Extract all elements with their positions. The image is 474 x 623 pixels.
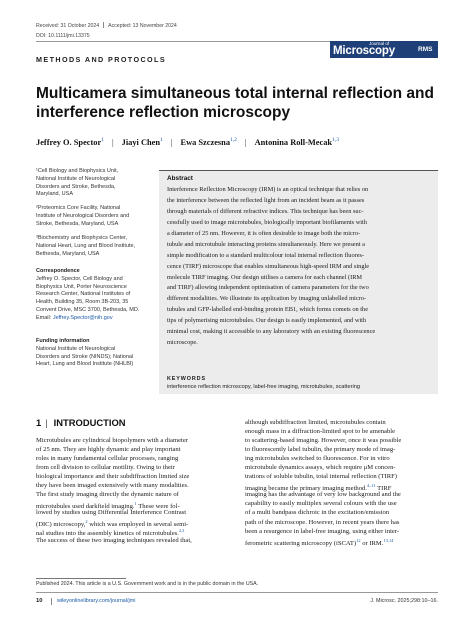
author-separator: | — [111, 137, 114, 147]
page-number: 10 — [36, 598, 43, 604]
body-text: which was employed in several semi- — [87, 521, 189, 529]
journal-logo-name: Microscopy — [333, 45, 395, 57]
body-text-line — [245, 499, 445, 508]
footnote-divider — [36, 578, 126, 579]
citation-ref[interactable]: 12 — [356, 537, 361, 543]
body-text: path of the microscope. However, in recent years there has — [245, 518, 400, 526]
affiliation-1 — [36, 168, 154, 199]
abstract-line: tubules and GFP-labelled end-binding protein EB1, which forms comets on the — [167, 306, 369, 314]
body-text: The success of these two imaging techniques revealed that, — [36, 536, 192, 544]
email-link[interactable]: Jeffrey.Spector@nih.gov — [52, 314, 113, 321]
body-text-line — [36, 481, 236, 490]
citation-ref[interactable]: 2,3 — [178, 528, 185, 534]
affiliation-line: Institute of Neurological Disorders and — [36, 212, 130, 219]
keywords-heading: KEYWORDS — [167, 376, 206, 382]
body-text-line — [245, 463, 445, 472]
body-text-line — [245, 518, 445, 527]
citation-ref[interactable]: 1 — [134, 501, 137, 507]
funding-line: Disorders and Stroke (NINDS); National — [36, 353, 134, 360]
body-text-line — [36, 436, 236, 445]
citation-ref[interactable]: 2 — [85, 519, 88, 525]
author-affiliation-ref[interactable]: 1 — [101, 137, 104, 143]
received-date: Received: 31 October 2024 — [36, 23, 100, 29]
funding-line: National Institute of Neurological — [36, 345, 116, 352]
abstract-line: Interference Reflection Microscopy (IRM) is an optical technique that relies on — [167, 186, 369, 193]
body-text-line — [36, 463, 236, 472]
body-text: ferometric scattering microscopy (iSCAT) — [245, 539, 357, 547]
body-text-line — [245, 445, 445, 454]
body-text: microtubules used darkfield imaging. — [36, 503, 135, 511]
article-type: METHODS AND PROTOCOLS — [36, 55, 167, 64]
section-number: 1 — [36, 417, 42, 428]
funding-line: Heart, Lung and Blood Institute (NHLBI) — [36, 361, 134, 368]
correspondence-block — [36, 268, 154, 323]
affiliation-3 — [36, 235, 154, 258]
abstract-text — [167, 185, 432, 349]
body-text: capability to easily multiplex several colours with the use — [245, 500, 397, 508]
correspondence-line: Research Center, National Institutes of — [36, 291, 131, 298]
body-text: Microtubules are cylindrical biopolymers with a diameter — [36, 437, 188, 444]
rms-logo: RMS — [418, 46, 433, 53]
abstract-line: cessfully used to image microtubules, biologically important biofilaments with — [167, 218, 367, 226]
journal-citation: J. Microsc. 2025;298:10–16. — [370, 598, 438, 604]
affiliation-line: ³Biochemistry and Biophysics Center, — [36, 235, 128, 241]
abstract-line: cence (TIRF) microscope that enables simultaneous high-speed IRM and single — [167, 262, 370, 270]
email-label: Email: — [36, 314, 53, 321]
body-text-line — [36, 490, 236, 499]
affiliation-line: Disorders and Stroke, Bethesda, — [36, 183, 116, 190]
body-text: or IRM. — [360, 539, 384, 547]
body-text-line — [245, 436, 445, 445]
public-domain-note: Published 2024. This article is a U.S. Government work and is in the public domain in the USA. — [36, 581, 259, 587]
abstract-line: simple modification to a standard multicolour total internal reflection fluores- — [167, 251, 365, 259]
body-text: been a resurgence in label-free imaging, using either inter- — [245, 527, 400, 535]
body-text-line — [245, 481, 445, 493]
funding-label: Funding information — [36, 338, 90, 344]
body-text-line — [36, 445, 236, 454]
footer-separator — [51, 598, 52, 605]
affiliation-line: Bethesda, Maryland, USA — [36, 250, 100, 257]
article-title: Multicamera simultaneous total internal reflection and interference reflection microscopy — [36, 85, 434, 121]
author-affiliation-ref[interactable]: 1,3 — [332, 137, 339, 143]
abstract-line: microscope. — [167, 339, 198, 347]
correspondence-line: Jeffrey O. Spector, Cell Biology and — [36, 275, 123, 282]
body-text-line — [36, 508, 236, 517]
author-name[interactable]: Antonina Roll-Mecak — [254, 137, 333, 147]
body-text-line — [245, 418, 445, 427]
affiliation-2 — [36, 205, 154, 228]
footer-divider — [36, 592, 438, 593]
abstract-line: molecule TIRF imaging. Our design utilises a camera for each channel (IRM — [167, 273, 363, 281]
body-text: The first study imaging directly the dynamic nature of — [36, 491, 179, 499]
abstract-line: the interference between the reflected light from an incident beam as it passes — [167, 196, 365, 204]
author-separator: | — [170, 137, 173, 147]
correspondence-line: Convent Drive, MSC 3700, Bethesda, MD. — [36, 306, 140, 313]
body-text: lowed by studies using Differential Interference Contrast — [36, 509, 187, 517]
keywords-list: interference reflection microscopy, label-free imaging, microtubules, scattering — [167, 384, 360, 390]
affiliation-line: Maryland, USA — [36, 191, 73, 198]
body-text: (DIC) microscopy, — [36, 521, 86, 529]
body-text: they have been imaged extensively with many modalities. — [36, 482, 189, 490]
citation-ref[interactable]: 13,14 — [383, 537, 394, 543]
body-text: enough mass in a diffraction-limited spot to be amenable — [245, 428, 396, 436]
section-title: INTRODUCTION — [53, 417, 126, 428]
body-text-line — [36, 472, 236, 481]
body-text-line — [245, 427, 445, 436]
abstract-line: tips of polymerising microtubules. Our design is easily implemented, and with — [167, 317, 367, 325]
correspondence-email-row — [36, 315, 154, 323]
abstract-box — [159, 170, 438, 394]
body-text-line — [36, 526, 236, 538]
heading-separator: | — [45, 417, 48, 428]
body-text: nal studies into the assembly kinetics of microtubules. — [36, 530, 179, 538]
abstract-heading: Abstract — [167, 175, 193, 182]
body-text-line — [245, 472, 445, 481]
abstract-line: different modalities. We illustrate its application by imaging unlabelled micro- — [167, 295, 367, 303]
body-text-line — [245, 527, 445, 536]
abstract-line: a diameter of 25 nm. However, it is often desirable to image both the micro- — [167, 229, 361, 237]
correspondence-label: Correspondence — [36, 268, 80, 274]
body-text: of a multi bandpass dichroic in the excitation/emission — [245, 509, 390, 517]
abstract-line: tubule and microtubule interacting proteins simultaneously. Here we present a — [167, 240, 365, 248]
body-text: microtubule dynamics assays, which require μM concen- — [245, 464, 396, 472]
correspondence-line: Biophysics Unit, Porter Neuroscience — [36, 283, 127, 290]
affiliation-line: ¹Cell Biology and Biophysics Unit, — [36, 168, 119, 174]
author-affiliation-ref[interactable]: 1 — [160, 137, 163, 143]
author-name[interactable]: Jiayi Chen — [121, 137, 161, 147]
body-text: roles in many fundamental cellular processes, ranging — [36, 455, 179, 463]
body-text: to fluorescently label tubulin, the primary mode of imag- — [245, 446, 396, 454]
doi[interactable]: DOI: 10.1111/jmi.13375 — [36, 33, 90, 39]
introduction-heading — [36, 417, 126, 428]
accepted-date: Accepted: 13 November 2024 — [108, 23, 177, 29]
body-text: although subdiffraction limited, microtubules contain — [245, 419, 386, 426]
funding-block — [36, 338, 154, 369]
date-separator — [103, 22, 104, 28]
affiliation-line: National Institute of Neurological — [36, 175, 116, 182]
body-text-line — [36, 536, 236, 545]
body-text: biological importance and their subdiffraction limited size — [36, 473, 190, 481]
author-name[interactable]: Jeffrey O. Spector — [36, 137, 102, 147]
author-separator: | — [244, 137, 247, 147]
body-text: from cell division to cellular motility. Owing to their — [36, 464, 175, 472]
affiliation-line: Stroke, Bethesda, Maryland, USA — [36, 220, 119, 227]
abstract-line: and TIRF) allowing independent optimisation of camera parameters for the two — [167, 284, 369, 292]
journal-url[interactable]: wileyonlinelibrary.com/journal/jmi — [57, 598, 136, 604]
body-text-line — [36, 517, 236, 529]
affiliation-line: ²Proteomics Core Facility, National — [36, 205, 121, 211]
body-text: These were fol- — [136, 503, 180, 511]
body-text: of 25 nm. They are highly dynamic and play important — [36, 446, 181, 454]
author-affiliation-ref[interactable]: 1,2 — [230, 137, 237, 143]
body-text-line — [36, 499, 236, 511]
abstract-line: minimal cost, making it accessible to any laboratory with an existing fluorescence — [167, 328, 376, 336]
correspondence-line: Health, Building 35, Room 3B-203, 35 — [36, 299, 129, 306]
body-text-line — [245, 454, 445, 463]
body-text: to scattering-based imaging. However, once it was possible — [245, 437, 402, 445]
author-list — [36, 137, 339, 147]
body-text: TIRF — [375, 485, 392, 493]
body-text-line — [245, 508, 445, 517]
intro-column-left — [36, 436, 236, 545]
journal-logo — [330, 41, 438, 58]
abstract-line: through materials of different refractive indices. This technique has been suc- — [167, 207, 364, 215]
body-text: imaging has the advantage of very low background and the — [245, 491, 401, 499]
body-text: imaging became the primary imaging method. — [245, 485, 367, 493]
body-text-line — [245, 490, 445, 499]
body-text-line — [36, 454, 236, 463]
citation-ref[interactable]: 4–11 — [366, 483, 376, 489]
article-dates — [36, 22, 177, 29]
body-text: ing microtubules switched to fluorescence. For in vitro — [245, 455, 390, 463]
intro-column-right — [245, 418, 445, 545]
body-text-line — [245, 536, 445, 545]
affiliation-line: National Heart, Lung and Blood Institute, — [36, 242, 136, 249]
author-name[interactable]: Ewa Szczesna — [180, 137, 231, 147]
journal-logo-prefix: Journal of — [369, 41, 390, 46]
body-text: trations of soluble tubulin, total internal reflection (TIRF) — [245, 473, 397, 481]
